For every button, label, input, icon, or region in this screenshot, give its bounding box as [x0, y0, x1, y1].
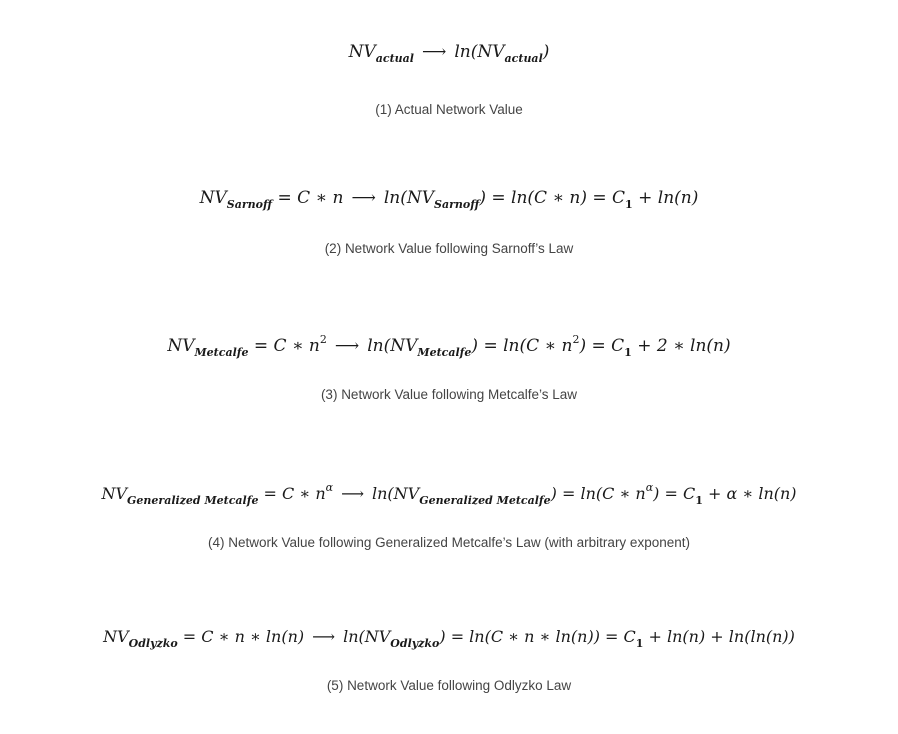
eq4-arrow: ⟶: [341, 484, 364, 503]
equation-2-block: [0, 188, 898, 211]
eq1-lhs-sub: actual: [375, 52, 414, 65]
equation-1: [0, 42, 898, 65]
eq1-rhs: ln(NV: [454, 42, 505, 62]
eq5-lhs-rest: = C ∗ n ∗ ln(n): [177, 627, 305, 646]
eq3-rhs-exp: 2: [572, 333, 580, 346]
eq5-arrow: ⟶: [312, 627, 336, 646]
eq3-lhs-sub: Metcalfe: [194, 346, 249, 359]
eq4-lhs-exp: α: [325, 481, 334, 494]
equation-4: [0, 481, 898, 507]
eq2-lhs-nv: NV: [199, 188, 227, 208]
eq2-lhs-rest: = C ∗ n: [272, 188, 344, 208]
eq4-c-sub: 1: [695, 494, 703, 507]
eq4-lhs-nv: NV: [101, 484, 128, 503]
equation-3-block: [0, 333, 898, 359]
eq5-rhs-c: + ln(n) + ln(ln(n)): [643, 627, 795, 646]
eq4-rhs-exp: α: [645, 481, 654, 494]
eq4-rhs-c: + α ∗ ln(n): [702, 484, 797, 503]
caption-2: (2) Network Value following Sarnoff’s Law: [324, 241, 574, 256]
eq2-rhs-sub: Sarnoff: [434, 198, 480, 211]
eq4-rhs-b: ) = ln(C ∗ n: [550, 484, 646, 503]
eq3-rhs-b2: ) = C: [579, 336, 625, 356]
eq2-rhs-a: ln(NV: [383, 188, 435, 208]
eq3-lhs-exp: 2: [319, 333, 327, 346]
equation-5: [0, 627, 898, 650]
eq5-rhs-a: ln(NV: [343, 627, 391, 646]
eq5-c-sub: 1: [635, 637, 644, 650]
eq4-lhs-sub: Generalized Metcalfe: [127, 494, 259, 507]
eq4-rhs-sub: Generalized Metcalfe: [419, 494, 551, 507]
caption-3: (3) Network Value following Metcalfe’s Law: [320, 387, 578, 402]
eq5-lhs-nv: NV: [103, 627, 129, 646]
eq5-rhs-b: ) = ln(C ∗ n ∗ ln(n)) = C: [439, 627, 636, 646]
equation-1-block: [0, 42, 898, 65]
eq5-rhs-sub: Odlyzko: [390, 637, 440, 650]
eq4-rhs-b2: ) = C: [653, 484, 696, 503]
eq2-rhs-c: + ln(n): [632, 188, 699, 208]
eq1-arrow: ⟶: [421, 42, 447, 62]
caption-1: (1) Actual Network Value: [375, 102, 523, 117]
eq3-lhs-nv: NV: [167, 336, 195, 356]
eq1-rhs-sub: actual: [504, 52, 543, 65]
eq3-rhs-a: ln(NV: [367, 336, 418, 356]
eq3-rhs-c: + 2 ∗ ln(n): [631, 336, 731, 356]
eq2-c-sub: 1: [625, 198, 633, 211]
equation-4-block: [0, 481, 898, 507]
eq4-rhs-a: ln(NV: [372, 484, 420, 503]
equation-2: [0, 188, 898, 211]
eq3-c-sub: 1: [624, 346, 632, 359]
eq2-arrow: ⟶: [351, 188, 376, 208]
eq3-rhs-b: ) = ln(C ∗ n: [471, 336, 573, 356]
equation-5-block: [0, 627, 898, 650]
caption-4: (4) Network Value following Generalized Metcalfe’s Law (with arbitrary exponent): [208, 535, 690, 550]
eq2-rhs-b: ) = ln(C ∗ n) = C: [479, 188, 626, 208]
equation-3: [0, 333, 898, 359]
eq3-arrow: ⟶: [334, 336, 360, 356]
eq4-lhs-rest: = C ∗ n: [258, 484, 326, 503]
eq3-rhs-sub: Metcalfe: [417, 346, 472, 359]
eq3-lhs-rest: = C ∗ n: [248, 336, 320, 356]
eq2-lhs-sub: Sarnoff: [226, 198, 273, 211]
eq1-lhs-nv: NV: [348, 42, 376, 62]
eq5-lhs-sub: Odlyzko: [128, 637, 178, 650]
eq1-rhs-end: ): [542, 42, 550, 62]
caption-5: (5) Network Value following Odlyzko Law: [326, 678, 572, 693]
